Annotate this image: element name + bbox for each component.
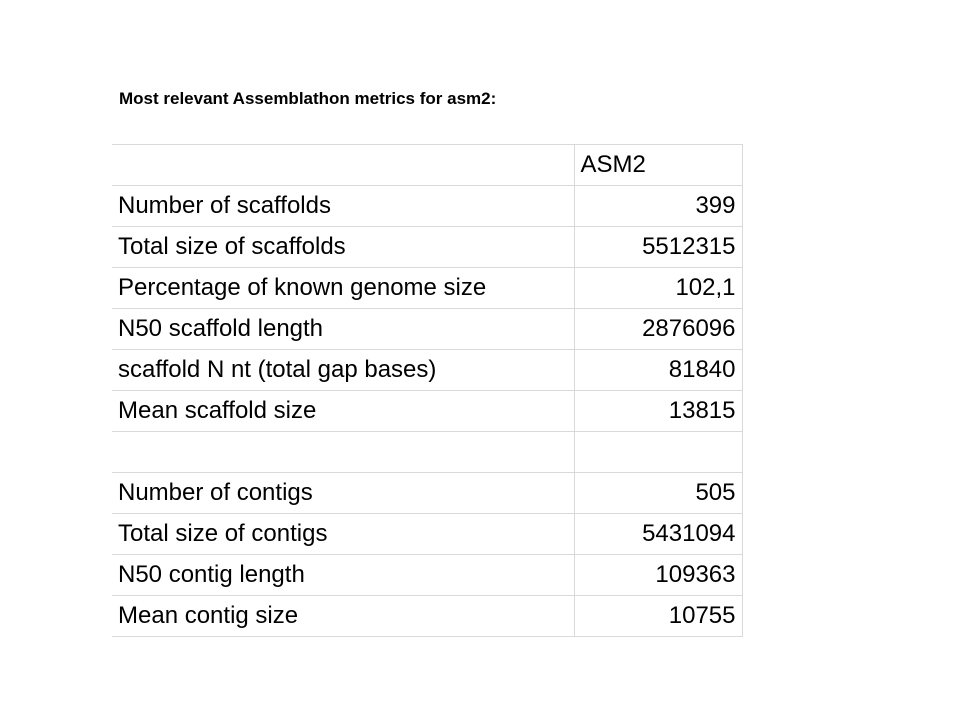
table-edge (742, 514, 744, 555)
table-edge (742, 555, 744, 596)
table-edge (742, 309, 744, 350)
table-edge (742, 391, 744, 432)
metric-value (574, 432, 742, 473)
table-edge (742, 473, 744, 514)
table-row (112, 309, 744, 350)
metric-value: 81840 (574, 350, 742, 391)
metric-label: Mean contig size (112, 596, 574, 637)
table-row (112, 391, 744, 432)
table-row (112, 555, 744, 596)
metric-label: Percentage of known genome size (112, 268, 574, 309)
metric-label: Mean scaffold size (112, 391, 574, 432)
metric-value: 2876096 (574, 309, 742, 350)
table-edge (742, 145, 744, 186)
metric-label: Total size of scaffolds (112, 227, 574, 268)
page-title: Most relevant Assemblathon metrics for asm2: (119, 89, 497, 108)
metric-value: 505 (574, 473, 742, 514)
metric-value: 10755 (574, 596, 742, 637)
metric-value: 13815 (574, 391, 742, 432)
metric-value: 399 (574, 186, 742, 227)
table-row (112, 186, 744, 227)
metrics-table (112, 144, 744, 637)
table-row (112, 596, 744, 637)
metric-label: N50 scaffold length (112, 309, 574, 350)
table-header-row (112, 145, 744, 186)
metric-value: 5512315 (574, 227, 742, 268)
metric-label (112, 432, 574, 473)
column-header-asm2: ASM2 (574, 145, 742, 186)
metric-label: Number of contigs (112, 473, 574, 514)
header-label-cell (112, 145, 574, 186)
table-row (112, 350, 744, 391)
metric-label: N50 contig length (112, 555, 574, 596)
table-edge (742, 227, 744, 268)
table-row (112, 473, 744, 514)
metric-value: 109363 (574, 555, 742, 596)
metric-label: Total size of contigs (112, 514, 574, 555)
metric-label: scaffold N nt (total gap bases) (112, 350, 574, 391)
table-edge (742, 596, 744, 637)
metric-value: 5431094 (574, 514, 742, 555)
table-row-empty (112, 432, 744, 473)
table-edge (742, 186, 744, 227)
table-edge (742, 350, 744, 391)
table-edge (742, 432, 744, 473)
table-row (112, 227, 744, 268)
metric-label: Number of scaffolds (112, 186, 574, 227)
table-edge (742, 268, 744, 309)
table-row (112, 268, 744, 309)
metric-value: 102,1 (574, 268, 742, 309)
table-row (112, 514, 744, 555)
